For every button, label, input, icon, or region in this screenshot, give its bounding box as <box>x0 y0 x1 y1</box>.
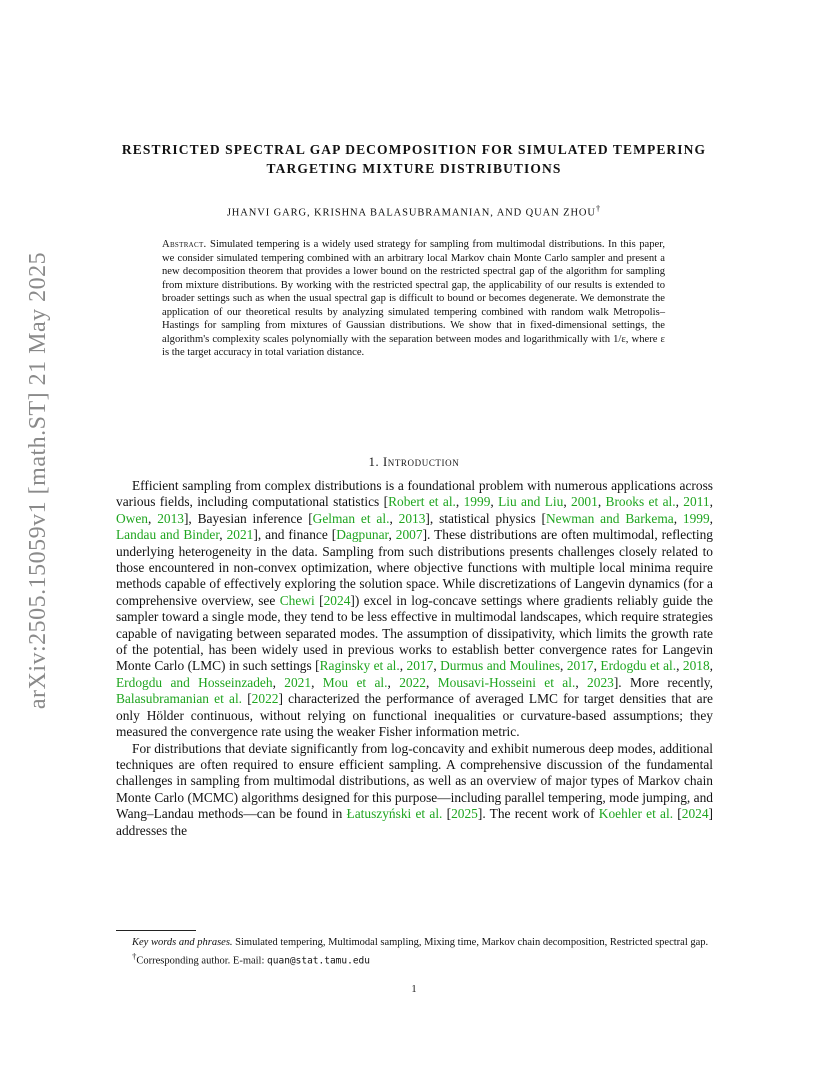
corresponding-text: Corresponding author. E-mail: <box>136 955 268 966</box>
citation-link[interactable]: 2001 <box>571 494 598 510</box>
paragraph-text: ] characterized the performance of averaged LMC for target densities that are only Hölder continuous, without relying on functional inequalities or curvature-based assumptions; they measured the convergence rate using the weaker Fisher information metric. <box>116 691 714 740</box>
paragraph-text: , <box>709 494 713 510</box>
keywords-text: Simulated tempering, Multimodal sampling, Mixing time, Markov chain decomposition, Restricted spectral gap. <box>235 937 709 948</box>
paragraph-text: ]. More recently, <box>613 674 713 690</box>
paragraph-text: , <box>709 658 714 674</box>
citation-link[interactable]: Dagpunar <box>336 527 389 543</box>
paragraph-text: , <box>272 674 285 690</box>
citation-link[interactable]: 2021 <box>226 527 254 543</box>
page-number: 1 <box>411 984 417 995</box>
citation-link[interactable]: 2021 <box>284 674 312 690</box>
citation-link[interactable]: Gelman et al. <box>312 510 390 526</box>
citation-link[interactable]: Landau and Binder <box>116 527 220 543</box>
citation-link[interactable]: 2011 <box>683 494 710 510</box>
keywords-footnote <box>116 936 713 950</box>
paragraph-text: ]. These distributions are often multimodal, reflecting underlying heterogeneity in the data. Sampling from such distributions presents challenges closely related to those encountered in non-convex optimization, where objective functions with multiple local minima require methods capable of effectively exploring the solution space. While discretizations of Langevin dynamics (for a comprehensive overview, see <box>116 527 713 608</box>
paragraph-text: , <box>433 658 441 674</box>
author-names: JHANVI GARG, KRISHNA BALASUBRAMANIAN, AND QUAN ZHOU <box>226 207 596 219</box>
paragraph-text: , <box>709 510 714 526</box>
citation-link[interactable]: 2023 <box>587 674 614 690</box>
paragraph-text: , <box>219 527 227 543</box>
paragraph-text: [ <box>673 806 682 822</box>
corresponding-author-footnote <box>116 950 713 968</box>
paragraph-text: , <box>455 494 464 510</box>
corresponding-mark: † <box>132 950 137 961</box>
paragraph-text: , <box>593 658 601 674</box>
introduction-paragraph-2 <box>116 741 713 839</box>
citation-link[interactable]: Raginsky et al. <box>319 658 400 674</box>
citation-link[interactable]: Mou et al. <box>322 674 388 690</box>
citation-link[interactable]: 2024 <box>681 806 709 822</box>
paragraph-text: , <box>388 527 396 543</box>
citation-link[interactable]: Erdogdu and Hosseinzadeh <box>116 674 273 690</box>
paragraph-text: ] addresses the <box>116 806 713 838</box>
section-heading-introduction <box>120 455 708 470</box>
paragraph-text: , <box>675 494 684 510</box>
paragraph-text: ], statistical physics [ <box>425 510 546 526</box>
citation-link[interactable]: Chewi <box>279 592 315 608</box>
paragraph-text: , <box>597 494 606 510</box>
paragraph-text: , <box>389 510 399 526</box>
paragraph-text: [ <box>242 691 252 707</box>
citation-link[interactable]: 2025 <box>451 806 478 822</box>
citation-link[interactable]: 2017 <box>406 658 434 674</box>
author-list <box>120 203 708 219</box>
abstract-label: Abstract. <box>162 239 207 250</box>
abstract-text: Simulated tempering is a widely used strategy for sampling from multimodal distributions. In this paper, we consider simulated tempering combined with an arbitrary local Markov chain Monte Carlo sampler and present a new decomposition theorem that provides a lower bound on the restricted spectral gap of the algorithm for sampling from mixture distributions. By working with the restricted spectral gap, the applicability of our results is extended to broader settings such as when the usual spectral gap is difficult to bound or becomes degenerate. We demonstrate the application of our theoretical results by analyzing simulated tempering combined with random walk Metropolis–Hastings for sampling from mixtures of Gaussian distributions. We show that in fixed-dimensional settings, the algorithm's complexity scales polynomially with the separation between modes and logarithmically with 1/ε, where ε is the target accuracy in total variation distance. <box>162 239 665 358</box>
citation-link[interactable]: 2013 <box>157 510 184 526</box>
citation-link[interactable]: 2024 <box>323 592 351 608</box>
citation-link[interactable]: Łatuszyński et al. <box>346 806 443 822</box>
paragraph-text: , <box>676 658 683 674</box>
citation-link[interactable]: Owen <box>116 510 148 526</box>
citation-link[interactable]: 2022 <box>399 674 426 690</box>
paragraph-text: For distributions that deviate significantly from log-concavity and exhibit numerous deep modes, additional techniques are often required to ensure efficient sampling. A comprehensive discussion of the fundamental challenges in sampling from multimodal distributions, as well as an overview of major types of Markov chain Monte Carlo (MCMC) algorithms designed for this purpose—including parallel tempering, mode jumping, and Wang–Landau methods—can be found in <box>116 740 713 822</box>
section-number: 1. <box>368 455 380 469</box>
paragraph-text: ], Bayesian inference [ <box>183 510 313 526</box>
paragraph-text: , <box>673 510 683 526</box>
paper-title: RESTRICTED SPECTRAL GAP DECOMPOSITION FOR SIMULATED TEMPERING TARGETING MIXTURE DISTRIBUTIONS <box>121 142 707 176</box>
paragraph-text: , <box>490 494 499 510</box>
citation-link[interactable]: 2007 <box>395 527 423 543</box>
paragraph-text: , <box>560 658 567 674</box>
citation-link[interactable]: Brooks et al. <box>605 494 676 510</box>
paragraph-text: ], and finance [ <box>253 527 337 543</box>
paragraph-text: ]) excel in log-concave settings where gradients reliably guide the sampler toward a single mode, they tend to be less effective in multimodal landscapes, which require strategies capable of navigating between separated modes. The assumption of dissipativity, which limits the growth rate of the potential, has been widely used in previous works to establish better convergence rates for Langevin Monte Carlo (LMC) in such settings [ <box>116 592 713 674</box>
paragraph-text: , <box>426 674 438 690</box>
citation-link[interactable]: Balasubramanian et al. <box>116 691 243 707</box>
paragraph-text: , <box>387 674 400 690</box>
paragraph-text: , <box>575 674 588 690</box>
keywords-label: Key words and phrases. <box>132 937 233 948</box>
arxiv-id-text: arXiv:2505.15059v1 [math.ST] 21 May 2025 <box>25 251 52 709</box>
body-text <box>116 478 713 839</box>
paragraph-text: [ <box>442 806 452 822</box>
citation-link[interactable]: Erdogdu et al. <box>600 658 677 674</box>
citation-link[interactable]: Durmus and Moulines <box>440 658 561 674</box>
paragraph-text: ]. The recent work of <box>477 806 599 822</box>
paragraph-text: [ <box>314 592 324 608</box>
paragraph-text: , <box>563 494 572 510</box>
citation-link[interactable]: Newman and Barkema <box>545 510 674 526</box>
paragraph-text: , <box>311 674 323 690</box>
citation-link[interactable]: 2017 <box>566 658 594 674</box>
corresponding-email[interactable]: quan@stat.tamu.edu <box>267 955 370 966</box>
citation-link[interactable]: Mousavi-Hosseini et al. <box>437 674 576 690</box>
footnotes <box>116 936 713 968</box>
paragraph-text: , <box>399 658 407 674</box>
citation-link[interactable]: Robert et al. <box>388 494 456 510</box>
paragraph-text: , <box>147 510 158 526</box>
citation-link[interactable]: Koehler et al. <box>598 806 674 822</box>
arxiv-identifier-stamp <box>16 251 62 709</box>
citation-link[interactable]: 2013 <box>398 510 426 526</box>
citation-link[interactable]: 2018 <box>682 658 710 674</box>
citation-link[interactable]: Liu and Liu <box>498 494 564 510</box>
author-footnote-mark: † <box>595 203 602 213</box>
paragraph-text: Efficient sampling from complex distributions is a foundational problem with numerous applications across various fields, including computational statistics [ <box>116 478 713 510</box>
citation-link[interactable]: 2022 <box>251 691 279 707</box>
citation-link[interactable]: 1999 <box>682 510 710 526</box>
citation-link[interactable]: 1999 <box>463 494 491 510</box>
abstract <box>162 238 665 360</box>
footnote-rule <box>116 930 196 931</box>
section-title: Introduction <box>382 455 460 469</box>
introduction-paragraph-1 <box>116 478 713 741</box>
